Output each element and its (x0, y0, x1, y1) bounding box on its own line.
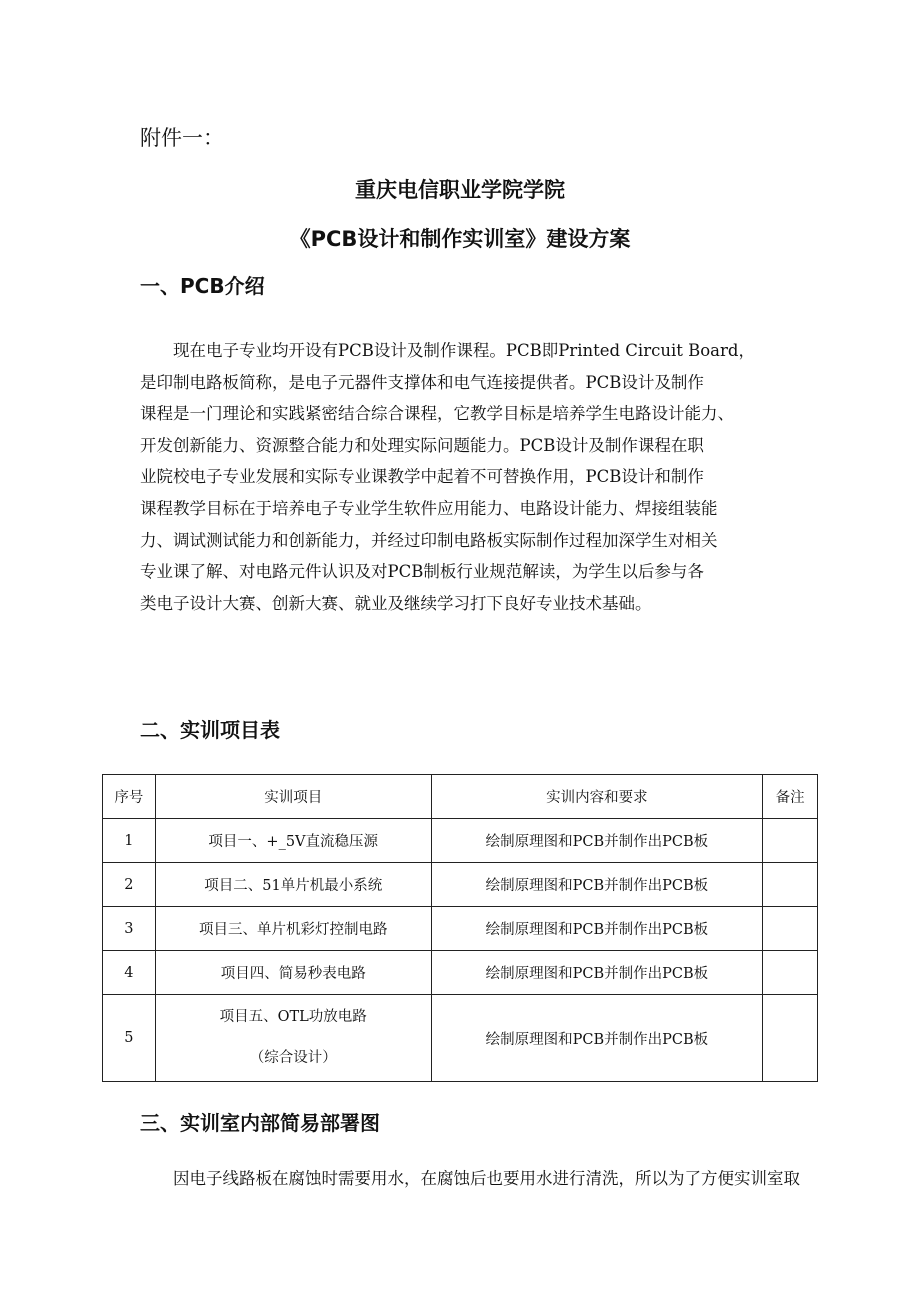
paragraph-line: 是印制电路板简称，是电子元器件支撑体和电气连接提供者。PCB设计及制作 (140, 372, 704, 392)
attachment-label: 附件一： (140, 126, 224, 150)
table-row (103, 819, 818, 863)
cell-item: 项目二、51单片机最小系统 (155, 863, 431, 907)
header-no: 序号 (103, 775, 156, 819)
paragraph-line: 专业课了解、对电路元件认识及对PCB制板行业规范解读，为学生以后参与各 (140, 562, 704, 582)
cell-content: 绘制原理图和PCB并制作出PCB板 (431, 995, 763, 1082)
cell-no: 2 (103, 863, 156, 907)
table-row (103, 907, 818, 951)
cell-no: 5 (103, 995, 156, 1082)
cell-item-line: （综合设计） (249, 1050, 337, 1066)
cell-item: 项目四、简易秒表电路 (155, 951, 431, 995)
section-paragraph-pcb-intro (140, 335, 790, 619)
paragraph-line: 开发创新能力、资源整合能力和处理实际问题能力。PCB设计及制作课程在职 (140, 435, 704, 455)
table-header-row (103, 775, 818, 819)
project-table (102, 774, 818, 1082)
cell-no: 3 (103, 907, 156, 951)
cell-item: 项目一、+_5V直流稳压源 (155, 819, 431, 863)
cell-note (763, 951, 818, 995)
cell-content: 绘制原理图和PCB并制作出PCB板 (431, 951, 763, 995)
section-heading-project-table: 二、实训项目表 (140, 718, 280, 742)
header-item: 实训项目 (155, 775, 431, 819)
section-paragraph-layout (140, 1163, 800, 1195)
paragraph-line: 现在电子专业均开设有PCB设计及制作课程。PCB即Printed Circuit Board， (173, 341, 755, 360)
paragraph-line: 业院校电子专业发展和实际专业课教学中起着不可替换作用，PCB设计和制作 (140, 467, 704, 487)
paragraph-line: 类电子设计大赛、创新大赛、就业及继续学习打下良好专业技术基础。 (140, 593, 652, 613)
paragraph-line: 课程教学目标在于培养电子专业学生软件应用能力、电路设计能力、焊接组装能 (140, 498, 718, 518)
cell-note (763, 863, 818, 907)
header-content: 实训内容和要求 (431, 775, 763, 819)
table-row (103, 995, 818, 1082)
cell-note (763, 995, 818, 1082)
cell-note (763, 907, 818, 951)
cell-no: 1 (103, 819, 156, 863)
header-note: 备注 (763, 775, 818, 819)
cell-note (763, 819, 818, 863)
cell-item (155, 995, 431, 1082)
paragraph-line: 力、调试测试能力和创新能力，并经过印制电路板实际制作过程加深学生对相关 (140, 530, 718, 550)
cell-content: 绘制原理图和PCB并制作出PCB板 (431, 863, 763, 907)
section-heading-pcb-intro: 一、PCB介绍 (140, 274, 265, 298)
paragraph-line: 课程是一门理论和实践紧密结合综合课程，它教学目标是培养学生电路设计能力、 (140, 404, 734, 424)
section-heading-layout: 三、实训室内部简易部署图 (140, 1111, 380, 1135)
document-title: 重庆电信职业学院学院 (355, 178, 565, 202)
document-subtitle: 《PCB设计和制作实训室》建设方案 (289, 227, 631, 251)
cell-item: 项目三、单片机彩灯控制电路 (155, 907, 431, 951)
cell-content: 绘制原理图和PCB并制作出PCB板 (431, 907, 763, 951)
table-row (103, 863, 818, 907)
cell-item-line: 项目五、OTL功放电路 (219, 1009, 367, 1025)
cell-content: 绘制原理图和PCB并制作出PCB板 (431, 819, 763, 863)
cell-no: 4 (103, 951, 156, 995)
table-row (103, 951, 818, 995)
paragraph-line: 因电子线路板在腐蚀时需要用水，在腐蚀后也要用水进行清洗，所以为了方便实训室取 (173, 1169, 800, 1188)
